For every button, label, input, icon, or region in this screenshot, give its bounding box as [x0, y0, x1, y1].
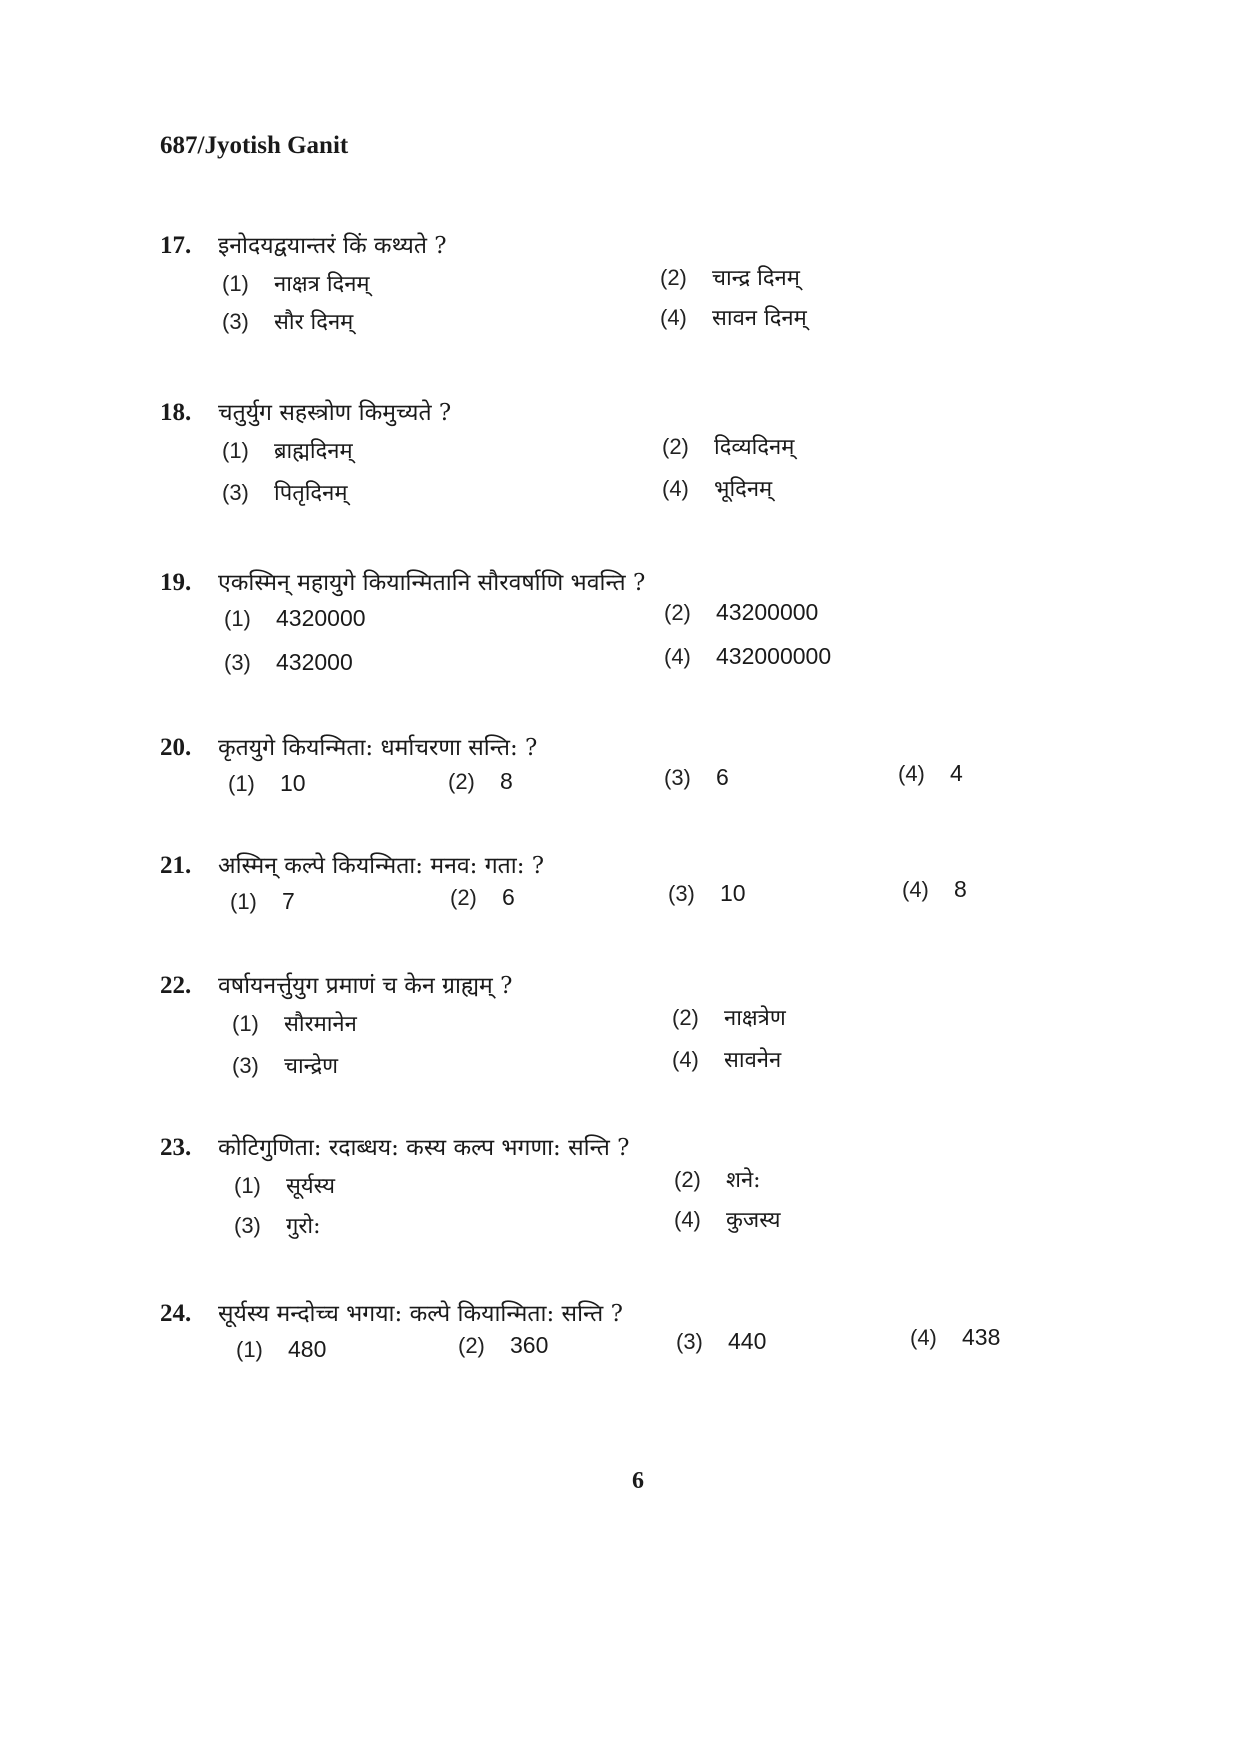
question-text: अस्मिन् कल्पे कियन्मिता: मनव: गता: ? [218, 853, 545, 879]
option-3: (3) चान्द्रेण [232, 1053, 339, 1079]
question-number: 18. [160, 399, 192, 426]
option-4: (4) 8 [902, 876, 967, 902]
option-3: (3) 440 [676, 1328, 767, 1354]
option-1: (1) सौरमानेन [232, 1011, 357, 1037]
option-2: (2) 8 [448, 768, 513, 794]
question-18 [160, 395, 1060, 519]
question-22 [160, 968, 1060, 1092]
question-number: 17. [160, 232, 192, 259]
option-3: (3) गुरो: [234, 1213, 321, 1239]
question-20 [160, 730, 1060, 814]
option-4: (4) सावन दिनम् [660, 305, 807, 331]
question-text: सूर्यस्य मन्दोच्च भगया: कल्पे कियान्मिता: सन्ति ? [218, 1301, 623, 1327]
question-number: 19. [160, 569, 192, 596]
question-number: 20. [160, 734, 192, 761]
option-1: (1) 7 [230, 888, 295, 914]
question-text: कोटिगुणिता: रदाब्धय: कस्य कल्प भगणा: सन्ति ? [218, 1135, 630, 1161]
option-4: (4) 4 [898, 760, 963, 786]
question-23 [160, 1130, 1060, 1254]
option-4: (4) कुजस्य [674, 1207, 781, 1233]
option-2: (2) 43200000 [664, 599, 819, 625]
question-text: वर्षायनर्त्तुयुग प्रमाणं च केन ग्राह्यम् ? [218, 973, 513, 999]
option-2: (2) 6 [450, 884, 515, 910]
question-21 [160, 848, 1060, 932]
question-number: 24. [160, 1300, 192, 1327]
option-4: (4) भूदिनम् [662, 476, 773, 502]
page-number: 6 [632, 1468, 644, 1494]
question-number: 23. [160, 1134, 192, 1161]
option-2: (2) चान्द्र दिनम् [660, 265, 800, 291]
question-text: कृतयुगे कियन्मिता: धर्माचरणा सन्ति: ? [218, 735, 538, 761]
paper-code-header: 687/Jyotish Ganit [160, 132, 349, 159]
option-3: (3) 6 [664, 764, 729, 790]
question-text: चतुर्युग सहस्त्रोण किमुच्यते ? [218, 400, 452, 426]
option-3: (3) 10 [668, 880, 746, 906]
option-1: (1) 4320000 [224, 605, 366, 631]
option-4: (4) 432000000 [664, 643, 832, 669]
question-17 [160, 228, 1060, 352]
question-text: एकस्मिन् महायुगे कियान्मितानि सौरवर्षाणि भवन्ति ? [218, 570, 646, 596]
question-number: 22. [160, 972, 192, 999]
question-24 [160, 1296, 1060, 1380]
option-2: (2) दिव्यदिनम् [662, 434, 795, 460]
option-1: (1) ब्राह्मदिनम् [222, 438, 353, 464]
question-number: 21. [160, 852, 192, 879]
option-4: (4) 438 [910, 1324, 1001, 1350]
option-1: (1) सूर्यस्य [234, 1173, 335, 1199]
question-text: इनोदयद्वयान्तरं किं कथ्यते ? [218, 233, 447, 259]
option-1: (1) नाक्षत्र दिनम् [222, 271, 370, 297]
question-19 [160, 565, 1060, 689]
option-1: (1) 10 [228, 770, 306, 796]
option-2: (2) 360 [458, 1332, 549, 1358]
option-3: (3) सौर दिनम् [222, 309, 354, 335]
option-1: (1) 480 [236, 1336, 327, 1362]
option-3: (3) पितृदिनम् [222, 480, 348, 506]
option-3: (3) 432000 [224, 649, 353, 675]
option-4: (4) सावनेन [672, 1047, 782, 1073]
option-2: (2) नाक्षत्रेण [672, 1005, 786, 1031]
option-2: (2) शने: [674, 1167, 761, 1193]
